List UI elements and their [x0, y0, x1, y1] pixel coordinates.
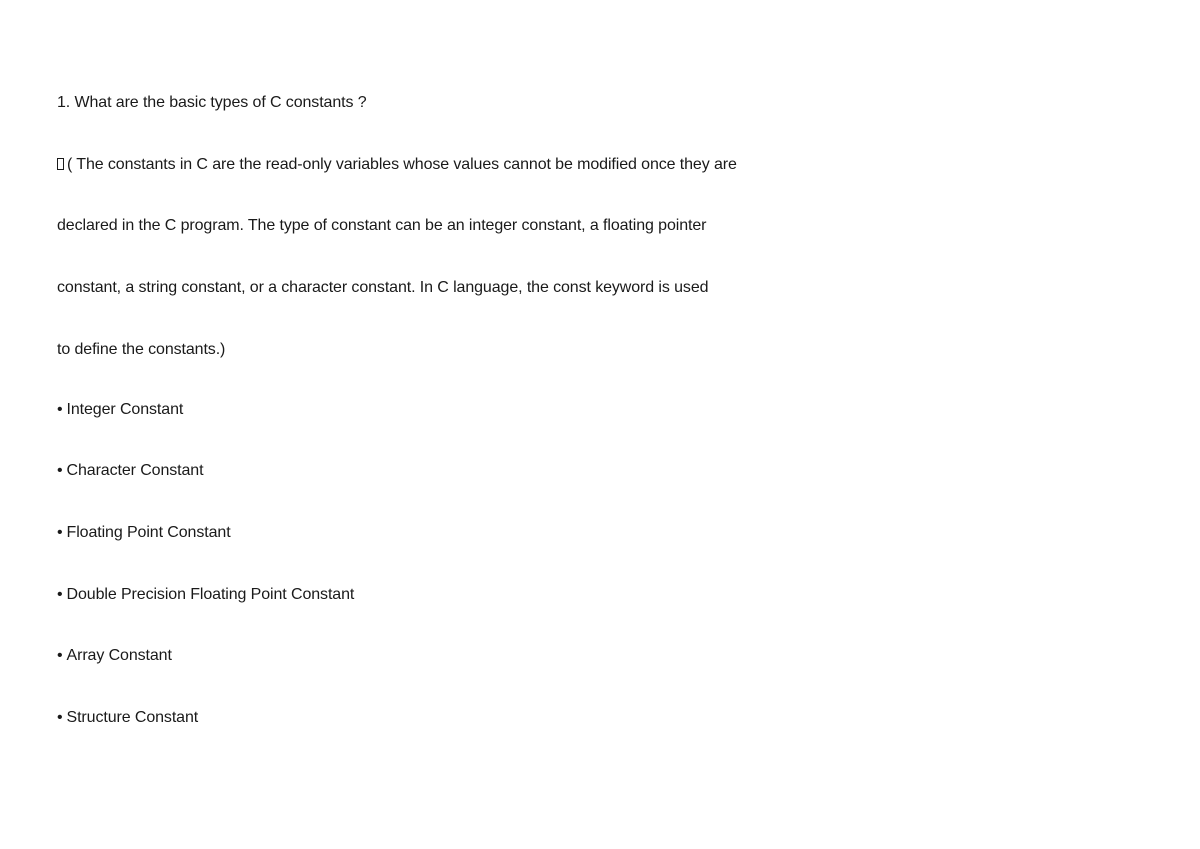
bullet-icon: • — [57, 709, 63, 726]
list-item-label: Integer Constant — [66, 401, 184, 418]
list-item-label: Character Constant — [66, 462, 204, 479]
missing-glyph-box-icon — [57, 158, 64, 170]
list-item-label: Array Constant — [66, 647, 172, 664]
list-item-label: Structure Constant — [66, 709, 199, 726]
bullet-icon: • — [57, 524, 63, 541]
list-item-label: Double Precision Floating Point Constant — [66, 586, 355, 603]
answer-line-2: declared in the C program. The type of constant can be an integer constant, a floating pointer — [57, 217, 707, 234]
bullet-icon: • — [57, 647, 63, 664]
bullet-icon: • — [57, 586, 63, 603]
list-item-double-precision-constant — [57, 585, 354, 605]
bullet-icon: • — [57, 401, 63, 418]
list-item-array-constant — [57, 646, 172, 666]
answer-line-4: to define the constants.) — [57, 341, 226, 358]
question-heading: 1. What are the basic types of C constants ? — [57, 94, 367, 111]
list-item-label: Floating Point Constant — [66, 524, 231, 541]
list-item-structure-constant — [57, 708, 198, 728]
bullet-icon: • — [57, 462, 63, 479]
list-item-character-constant — [57, 461, 203, 481]
answer-line-3: constant, a string constant, or a character constant. In C language, the const keyword is used — [57, 279, 709, 296]
list-item-integer-constant — [57, 400, 183, 420]
answer-line-1 — [57, 155, 737, 175]
answer-line-text: ( The constants in C are the read-only variables whose values cannot be modified once they are — [67, 156, 737, 173]
list-item-floating-point-constant — [57, 523, 231, 543]
